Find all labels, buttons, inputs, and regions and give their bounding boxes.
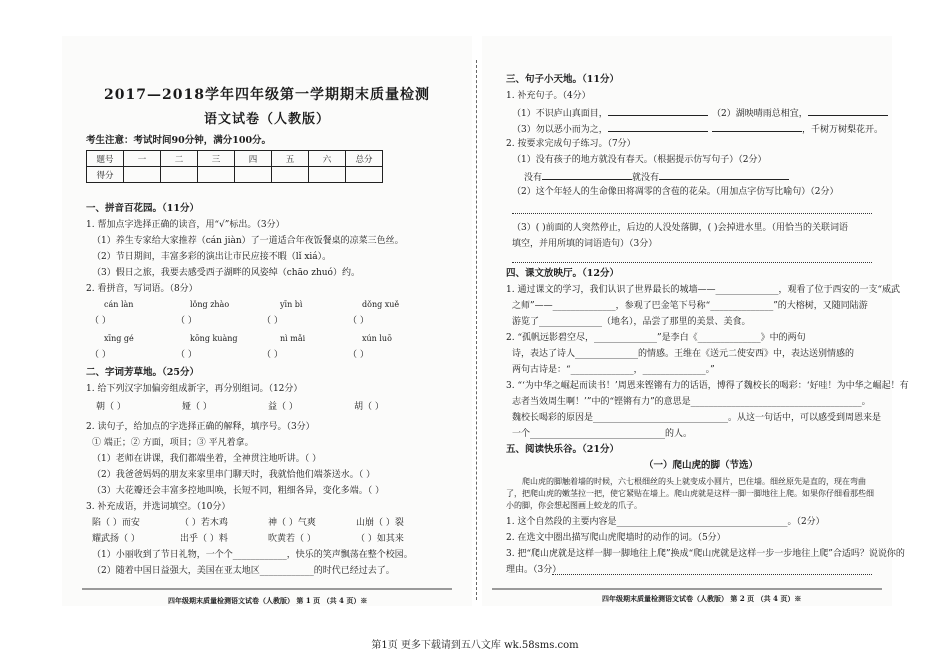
page-footer: 四年级期末质量检测语文试卷（人教版） 第 2 页 （共 4 页）※: [602, 594, 802, 603]
score-header-cell: 题号: [87, 151, 124, 167]
s2-question-2: 2. 读句子，给加点的字选择正确的解释，填序号。（3分）: [86, 422, 315, 432]
answer-line[interactable]: [512, 213, 872, 215]
score-header-cell: 四: [235, 151, 272, 167]
idiom-blank[interactable]: （ ）若木鸡: [180, 518, 228, 528]
score-table-header-row: [87, 151, 383, 167]
s2-q2-item-a: （1）老师在讲课，我们都端坐着，全神贯注地听讲。（ ）: [92, 454, 322, 464]
score-header-cell: 六: [309, 151, 346, 167]
right-page: [482, 36, 909, 606]
download-source-banner: 第1页 更多下载请到五八文库 wk.58sms.com: [371, 640, 579, 651]
s3-q1-item-b: （2）湖映晴雨总相宜，: [712, 106, 888, 120]
s4-q2-line-3: 两句古诗是：“______________，______________。”: [512, 365, 715, 375]
score-header-cell: 三: [198, 151, 235, 167]
answer-parens[interactable]: （ ）: [348, 316, 369, 326]
score-cell[interactable]: [161, 167, 198, 183]
idiom-blank[interactable]: 神（ ）气爽: [268, 518, 316, 528]
section-4-title: 四、课文放映厅。（12分）: [506, 268, 619, 279]
score-header-cell: 总分: [346, 151, 383, 167]
s3-q2-item-c: （3）( )前面的人突然停止，后边的人没处落脚，( )会掉进水里。（用恰当的关联词语: [512, 223, 848, 233]
s3-q1-item-a: （1）不识庐山真面目，: [512, 106, 708, 120]
score-header-cell: 一: [124, 151, 161, 167]
s1-q1-item-a: （1）养生专家给大家推荐（cán jiàn）了一道适合年夜饭餐桌的凉菜三色丝。: [92, 236, 404, 246]
answer-parens[interactable]: （ ）: [90, 316, 111, 326]
s2-q1-char[interactable]: 益（ ）: [268, 402, 298, 412]
scan-edge-line: [82, 588, 452, 590]
section-1-title: 一、拼音百花园。（11分）: [86, 203, 199, 214]
answer-line[interactable]: [512, 262, 872, 264]
score-cell[interactable]: [198, 167, 235, 183]
s2-q1-char[interactable]: 朝（ ）: [96, 402, 126, 412]
answer-line[interactable]: [552, 574, 872, 576]
score-header-cell: 二: [161, 151, 198, 167]
answer-parens[interactable]: （ ）: [262, 316, 283, 326]
s4-q2-line-2: 诗，表达了诗人______________的情感。王维在《送元二使安西》中，表达送别情感的: [512, 349, 855, 359]
s2-question-1: 1. 给下列汉字加偏旁组成新字，再分别组词。（12分）: [86, 384, 303, 394]
score-cell[interactable]: [124, 167, 161, 183]
s1-question-2: 2. 看拼音，写词语。（8分）: [86, 284, 198, 294]
reading-passage: 爬山虎的脚触着墙的时候，六七根细丝的头上就变成小圆片，巴住墙。细丝原先是直的，现在弯曲了，把爬山虎的嫩茎拉一把，使它紧贴在墙上。爬山虎就是这样一脚一脚地往上爬。如果你仔细看那些细小的脚，你会想起图画上蛟龙的爪子。: [506, 477, 874, 510]
score-table-score-row: [87, 167, 383, 183]
s1-question-1: 1. 帮加点字选择正确的读音，用“√”标出。（3分）: [86, 220, 285, 230]
s4-q3-line-3: 魏校长喝彩的原因是______________________________。从这一句话中，可以感受到周恩来是: [512, 413, 882, 423]
section-3-title: 三、句子小天地。（11分）: [506, 74, 619, 85]
s5-question-3: 3. 把“爬山虎就是这样一脚一脚地往上爬”换成“爬山虎就是这样一步一步地往上爬”合适吗？说说你的: [506, 549, 905, 559]
score-cell[interactable]: [309, 167, 346, 183]
score-cell[interactable]: [235, 167, 272, 183]
s2-q3-sentence-1: （1）小丽收到了节日礼物，一个个____________，快乐的笑声飘荡在整个校园。: [92, 550, 413, 560]
s5-q3-line-2: 理由。（3分）: [506, 565, 562, 575]
s3-q2-item-a: （1）没有孩子的地方就没有春天。（根据提示仿写句子）（2分）: [512, 155, 767, 165]
s3-q2-item-c-cont: 填空，并用所填的词语造句）（3分）: [512, 239, 658, 249]
s4-q3-line-2: 志者当效周生啊！’”中的“铿锵有力”的意思是______________________________________。: [512, 397, 871, 407]
s3-q2-item-b: （2）这个年轻人的生命像田将凋零的含苞的花朵。（用加点字仿写比喻句）（2分）: [512, 187, 839, 197]
s2-q2-item-b: （2）我爸爸妈妈的朋友来家里串门聊天时，我就恰他们端茶送水。（ ）: [92, 470, 376, 480]
page-divider: [476, 60, 479, 600]
pinyin-prompt: dǒng xuě: [362, 300, 400, 309]
s4-q1-line-2: 之师”——______________，参观了巴金笔下号称“______________”的大榕树，又随同陆游: [512, 301, 868, 311]
answer-parens[interactable]: （ ）: [176, 316, 197, 326]
score-cell[interactable]: [346, 167, 383, 183]
s4-question-2: 2. “孤帆远影碧空尽，______________”是李白《______________》中的两句: [506, 333, 806, 343]
answer-parens[interactable]: （ ）: [348, 350, 369, 360]
s4-q1-line-3: 游览了______________（地名），品尝了那里的美景、美食。: [512, 317, 751, 327]
s2-question-3: 3. 补充成语，并选词填空。（10分）: [86, 502, 231, 512]
s5-question-1: 1. 这个自然段的主要内容是______________________________________。（2分）: [506, 517, 825, 527]
s5-question-2: 2. 在选文中圈出描写爬山虎爬墙时的动作的词。（5分）: [506, 533, 726, 543]
s3-question-2: 2. 按要求完成句子练习。（7分）: [506, 139, 636, 149]
idiom-blank[interactable]: 吹黄若（ ）: [268, 534, 316, 544]
scan-edge-line: [492, 588, 882, 590]
s3-q2-a-fill[interactable]: 没有 就没有: [524, 170, 789, 184]
s3-q1-item-c: （3）勿以恶小而为之，: [512, 122, 708, 136]
section-2-title: 二、字词芳草地。（25分）: [86, 367, 199, 378]
s4-q3-line-4: 一个______________________________的人。: [512, 429, 693, 439]
s1-q1-item-b: （2）节日期间，丰富多彩的演出让市民应接不暇（lǐ xiá）。: [92, 252, 332, 262]
exam-subtitle: 语文试卷（人教版）: [203, 112, 330, 127]
score-cell[interactable]: [272, 167, 309, 183]
pinyin-prompt: nì mǎi: [280, 334, 306, 343]
s4-question-3: 3. “‘为中华之崛起而读书！’周恩来铿锵有力的话语，博得了魏校长的喝彩：‘好哇！为中华之崛起！有: [506, 381, 909, 391]
score-header-cell: 五: [272, 151, 309, 167]
s2-q2-item-c: （3）大花瓣还会丰富多控地叫唤，长短不同，粗细各异，变化多端。（ ）: [92, 486, 385, 496]
s1-q1-item-c: （3）假日之旅，我要去感受西子湖畔的风姿绰（chāo zhuó）约。: [92, 268, 360, 278]
answer-parens[interactable]: （ ）: [90, 350, 111, 360]
pinyin-prompt: xīng gé: [104, 334, 134, 343]
section-5-title: 五、阅读快乐谷。（21分）: [506, 444, 619, 455]
passage-title: （一）爬山虎的脚（节选）: [644, 460, 759, 471]
s2-q2-options: ① 端正；② 方面，项目；③ 平凡着拿。: [92, 438, 254, 448]
idiom-blank[interactable]: （ ）如其来: [356, 534, 404, 544]
pinyin-prompt: xún luō: [362, 334, 392, 343]
pinyin-prompt: lǒng zhào: [190, 300, 230, 309]
score-row-label: 得分: [87, 167, 124, 183]
idiom-blank[interactable]: 山崩（ ）裂: [356, 518, 404, 528]
page-footer: 四年级期末质量检测语文试卷（人教版） 第 1 页 （共 4 页）※: [168, 596, 368, 605]
exam-notice: 考生注意：考试时间90分钟，满分100分。: [86, 135, 272, 146]
score-table: [86, 150, 383, 183]
s2-q1-char[interactable]: 娅（ ）: [182, 402, 212, 412]
left-page: [62, 36, 472, 606]
pinyin-prompt: kōng kuàng: [190, 334, 238, 343]
idiom-blank[interactable]: 陷（ ）而安: [92, 518, 140, 528]
idiom-blank[interactable]: 出乎（ ）料: [180, 534, 228, 544]
pinyin-prompt: yīn bì: [280, 300, 303, 309]
exam-title: 2017—2018学年四年级第一学期期末质量检测: [104, 87, 430, 103]
pinyin-prompt: cán làn: [104, 300, 134, 309]
s4-question-1: 1. 通过课文的学习，我们认识了世界最长的城墙——______________，观看了位于西安的一支“威武: [506, 285, 901, 295]
s3-question-1: 1. 补充句子。（4分）: [506, 91, 591, 101]
s3-q1-item-d: ，千树万树梨花开。: [712, 122, 883, 136]
idiom-blank[interactable]: 耀武扬（ ）: [92, 534, 140, 544]
answer-parens[interactable]: （ ）: [262, 350, 283, 360]
s2-q1-char[interactable]: 胡（ ）: [354, 402, 384, 412]
answer-parens[interactable]: （ ）: [176, 350, 197, 360]
s2-q3-sentence-2: （2）随着中国日益强大，美国在亚太地区____________的时代已经过去了。: [92, 566, 395, 576]
